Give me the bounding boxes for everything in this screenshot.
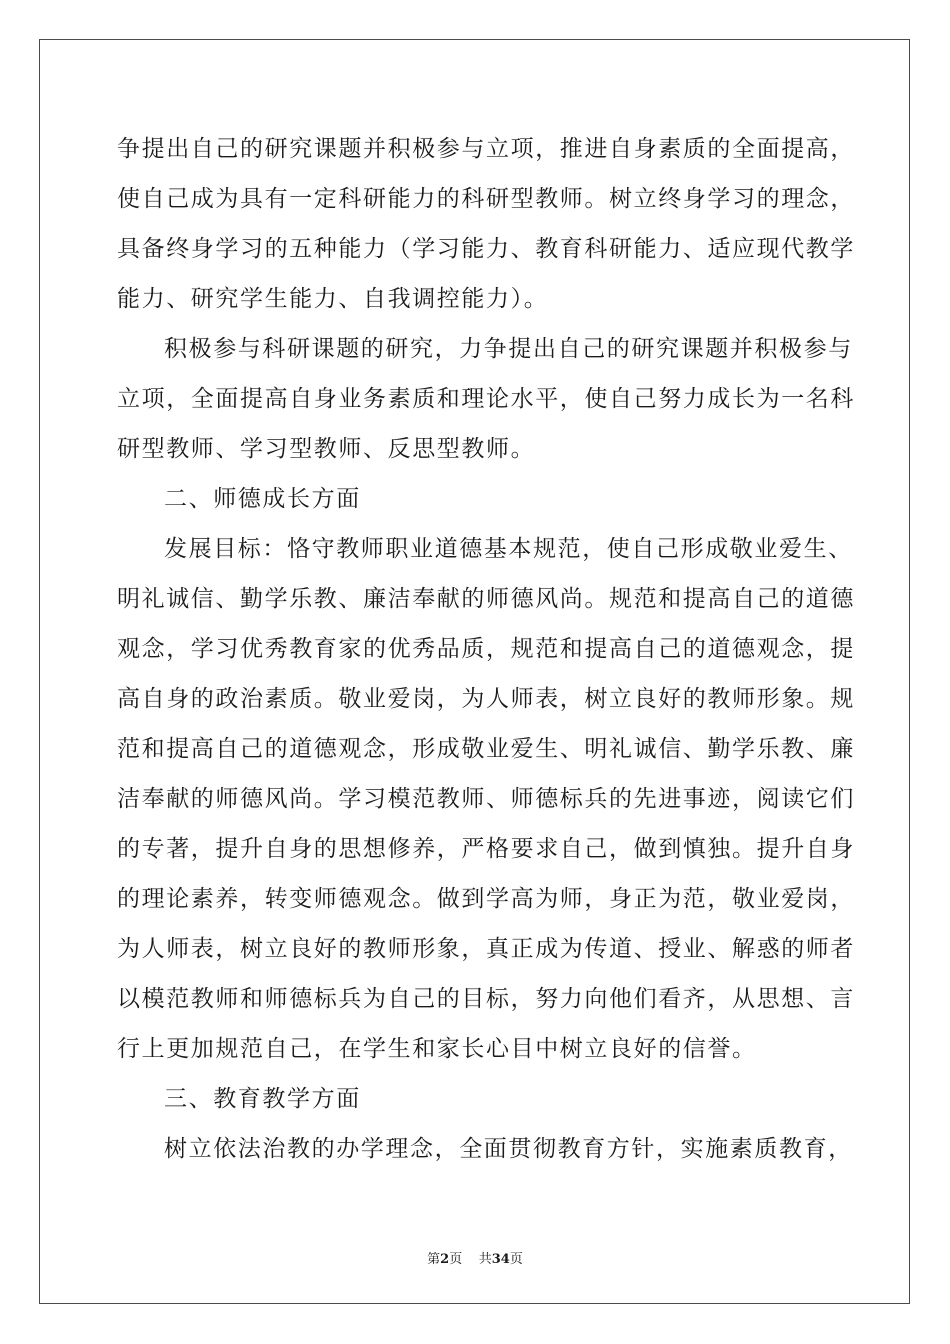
document-body: [117, 124, 855, 1174]
total-suffix: 页: [509, 1252, 523, 1267]
body-line: 范和提高自己的道德观念，形成敬业爱生、明礼诚信、勤学乐教、廉: [117, 736, 855, 762]
body-line: 具备终身学习的五种能力（学习能力、教育科研能力、适应现代教学: [117, 236, 855, 262]
body-line: 使自己成为具有一定科研能力的科研型教师。树立终身学习的理念，: [117, 186, 855, 212]
body-line: 观念，学习优秀教育家的优秀品质，规范和提高自己的道德观念，提: [117, 636, 855, 662]
total-prefix: 共: [478, 1252, 492, 1267]
body-line: 研型教师、学习型教师、反思型教师。: [117, 436, 536, 462]
paragraph-first-line: 发展目标：恪守教师职业道德基本规范，使自己形成敬业爱生、: [164, 536, 853, 562]
total-pages: 34: [491, 1252, 510, 1267]
body-line: 的专著，提升自身的思想修养，严格要求自己，做到慎独。提升自身: [117, 836, 855, 862]
body-line: 为人师表，树立良好的教师形象，真正成为传道、授业、解惑的师者: [117, 936, 855, 962]
body-line: 能力、研究学生能力、自我调控能力）。: [117, 286, 549, 312]
body-line: 明礼诚信、勤学乐教、廉洁奉献的师德风尚。规范和提高自己的道德: [117, 586, 855, 612]
body-line: 争提出自己的研究课题并积极参与立项，推进自身素质的全面提高，: [117, 136, 855, 162]
body-line: 行上更加规范自己，在学生和家长心目中树立良好的信誉。: [117, 1036, 757, 1062]
body-line: 立项，全面提高自身业务素质和理论水平，使自己努力成长为一名科: [117, 386, 855, 412]
paragraph-first-line: 积极参与科研课题的研究，力争提出自己的研究课题并积极参与: [164, 336, 853, 362]
body-line: 洁奉献的师德风尚。学习模范教师、师德标兵的先进事迹，阅读它们: [117, 786, 855, 812]
paragraph-first-line: 树立依法治教的办学理念，全面贯彻教育方针，实施素质教育，: [164, 1136, 853, 1162]
page-prefix: 第: [427, 1252, 441, 1267]
body-line: 的理论素养，转变师德观念。做到学高为师，身正为范，敬业爱岗，: [117, 886, 855, 912]
page-footer: [0, 1248, 950, 1267]
section-heading: 二、师德成长方面: [164, 486, 361, 512]
page-suffix: 页: [449, 1252, 463, 1267]
body-line: 以模范教师和师德标兵为自己的目标，努力向他们看齐，从思想、言: [117, 986, 855, 1012]
section-heading: 三、教育教学方面: [164, 1086, 361, 1112]
body-line: 高自身的政治素质。敬业爱岗，为人师表，树立良好的教师形象。规: [117, 686, 855, 712]
page-number: 2: [440, 1252, 450, 1267]
